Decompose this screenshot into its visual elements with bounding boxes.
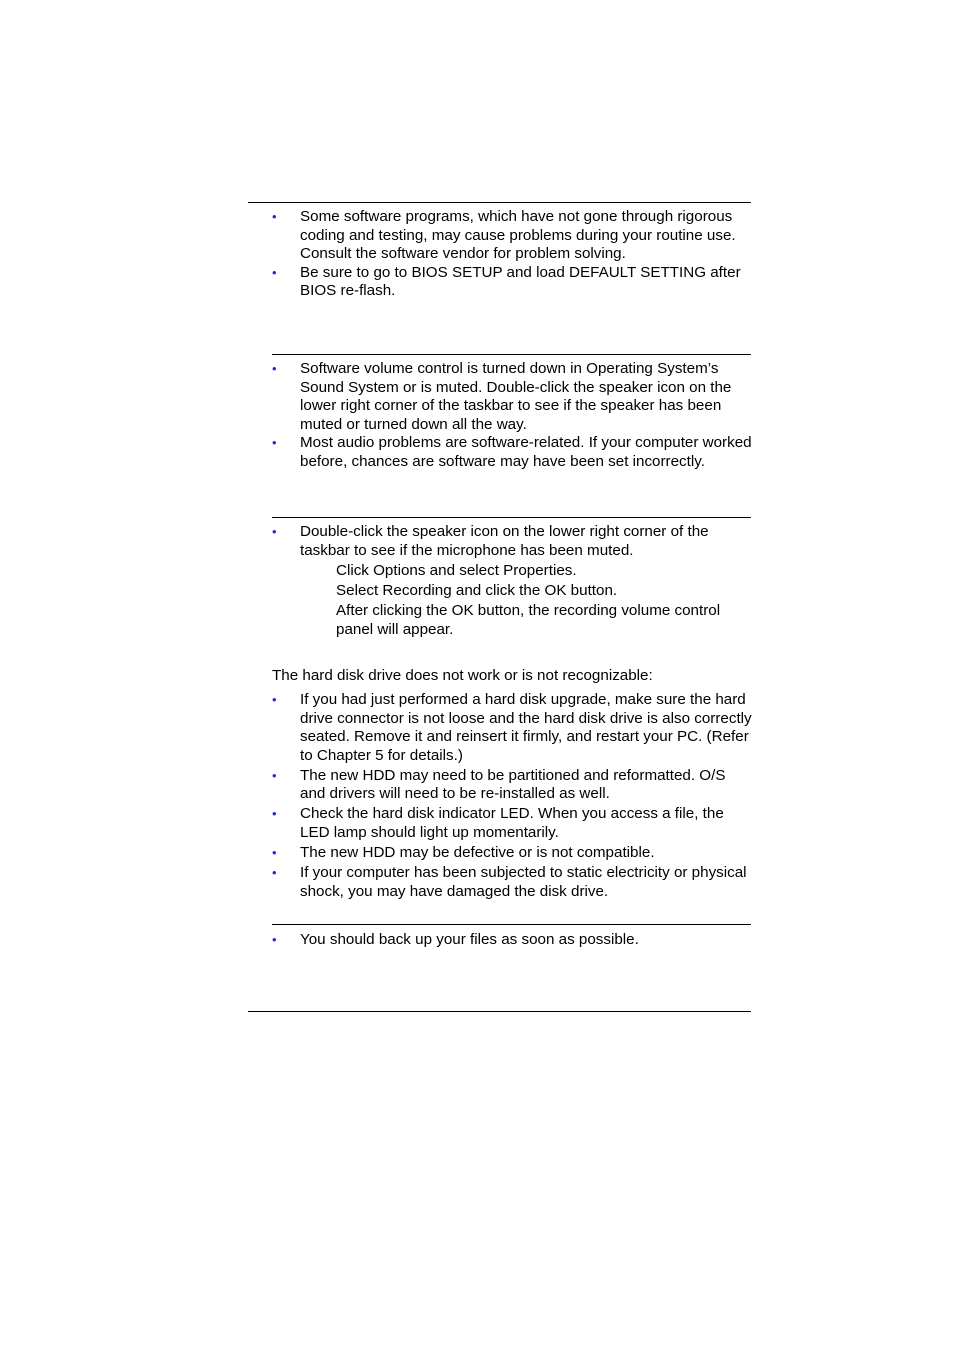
list-item: • Most audio problems are software-related. If your computer worked before, chances are software may have been set incorrectly. xyxy=(272,434,752,470)
step-item: Click Options and select Properties. xyxy=(336,561,577,579)
bullet-icon: • xyxy=(272,767,277,783)
bullet-icon: • xyxy=(272,524,277,539)
bullet-icon: • xyxy=(272,435,277,451)
section-5-list xyxy=(272,931,752,950)
section-intro: The hard disk drive does not work or is not recognizable: xyxy=(272,667,653,684)
list-item: • Be sure to go to BIOS SETUP and load DEFAULT SETTING after BIOS re-flash. xyxy=(272,263,741,300)
bullet-icon: • xyxy=(272,209,277,224)
bottom-divider xyxy=(248,1011,751,1012)
section-1-list xyxy=(272,208,752,301)
bullet-icon: • xyxy=(272,361,277,376)
list-item: • You should back up your files as soon as possible. xyxy=(272,931,639,948)
list-item: • The new HDD may need to be partitioned and reformatted. O/S and drivers will need to be re-installed as well. xyxy=(272,766,726,803)
step-item: After clicking the OK button, the recording volume control panel will appear. xyxy=(336,602,721,638)
section-4 xyxy=(272,667,752,686)
section-divider-1 xyxy=(248,202,751,203)
step-item: Select Recording and click the OK button. xyxy=(336,581,618,599)
section-2-list xyxy=(272,360,752,472)
bullet-icon: • xyxy=(272,864,277,880)
section-3-list xyxy=(272,523,752,639)
bullet-icon: • xyxy=(272,844,277,860)
list-item: • Double-click the speaker icon on the lower right corner of the taskbar to see if the microphone has been muted. xyxy=(272,523,709,559)
list-item: • Some software programs, which have not gone through rigorous coding and testing, may cause problems during your routine use. Consult the software vendor for problem solving. xyxy=(272,208,736,263)
list-item: • Software volume control is turned down in Operating System’s Sound System or is muted. Double-click the speaker icon on the lower right corner of the taskbar to see if the speaker has been muted or turned down all the way. xyxy=(272,360,732,433)
section-divider-2 xyxy=(272,354,751,355)
section-4-list xyxy=(272,691,752,901)
bullet-icon: • xyxy=(272,264,277,280)
list-item: • The new HDD may be defective or is not compatible. xyxy=(272,843,655,861)
section-divider-3 xyxy=(272,517,751,518)
section-divider-4 xyxy=(272,924,751,925)
list-item: • Check the hard disk indicator LED. When you access a file, the LED lamp should light up momentarily. xyxy=(272,805,724,841)
list-item: • If your computer has been subjected to static electricity or physical shock, you may have damaged the disk drive. xyxy=(272,863,747,900)
list-item: • If you had just performed a hard disk upgrade, make sure the hard drive connector is not loose and the hard disk drive is also correctly seated. Remove it and reinsert it firmly, and restart your PC. (Refer to Chapter 5 for details.) xyxy=(272,691,752,764)
bullet-icon: • xyxy=(272,692,277,707)
bullet-icon: • xyxy=(272,932,277,947)
bullet-icon: • xyxy=(272,806,277,822)
